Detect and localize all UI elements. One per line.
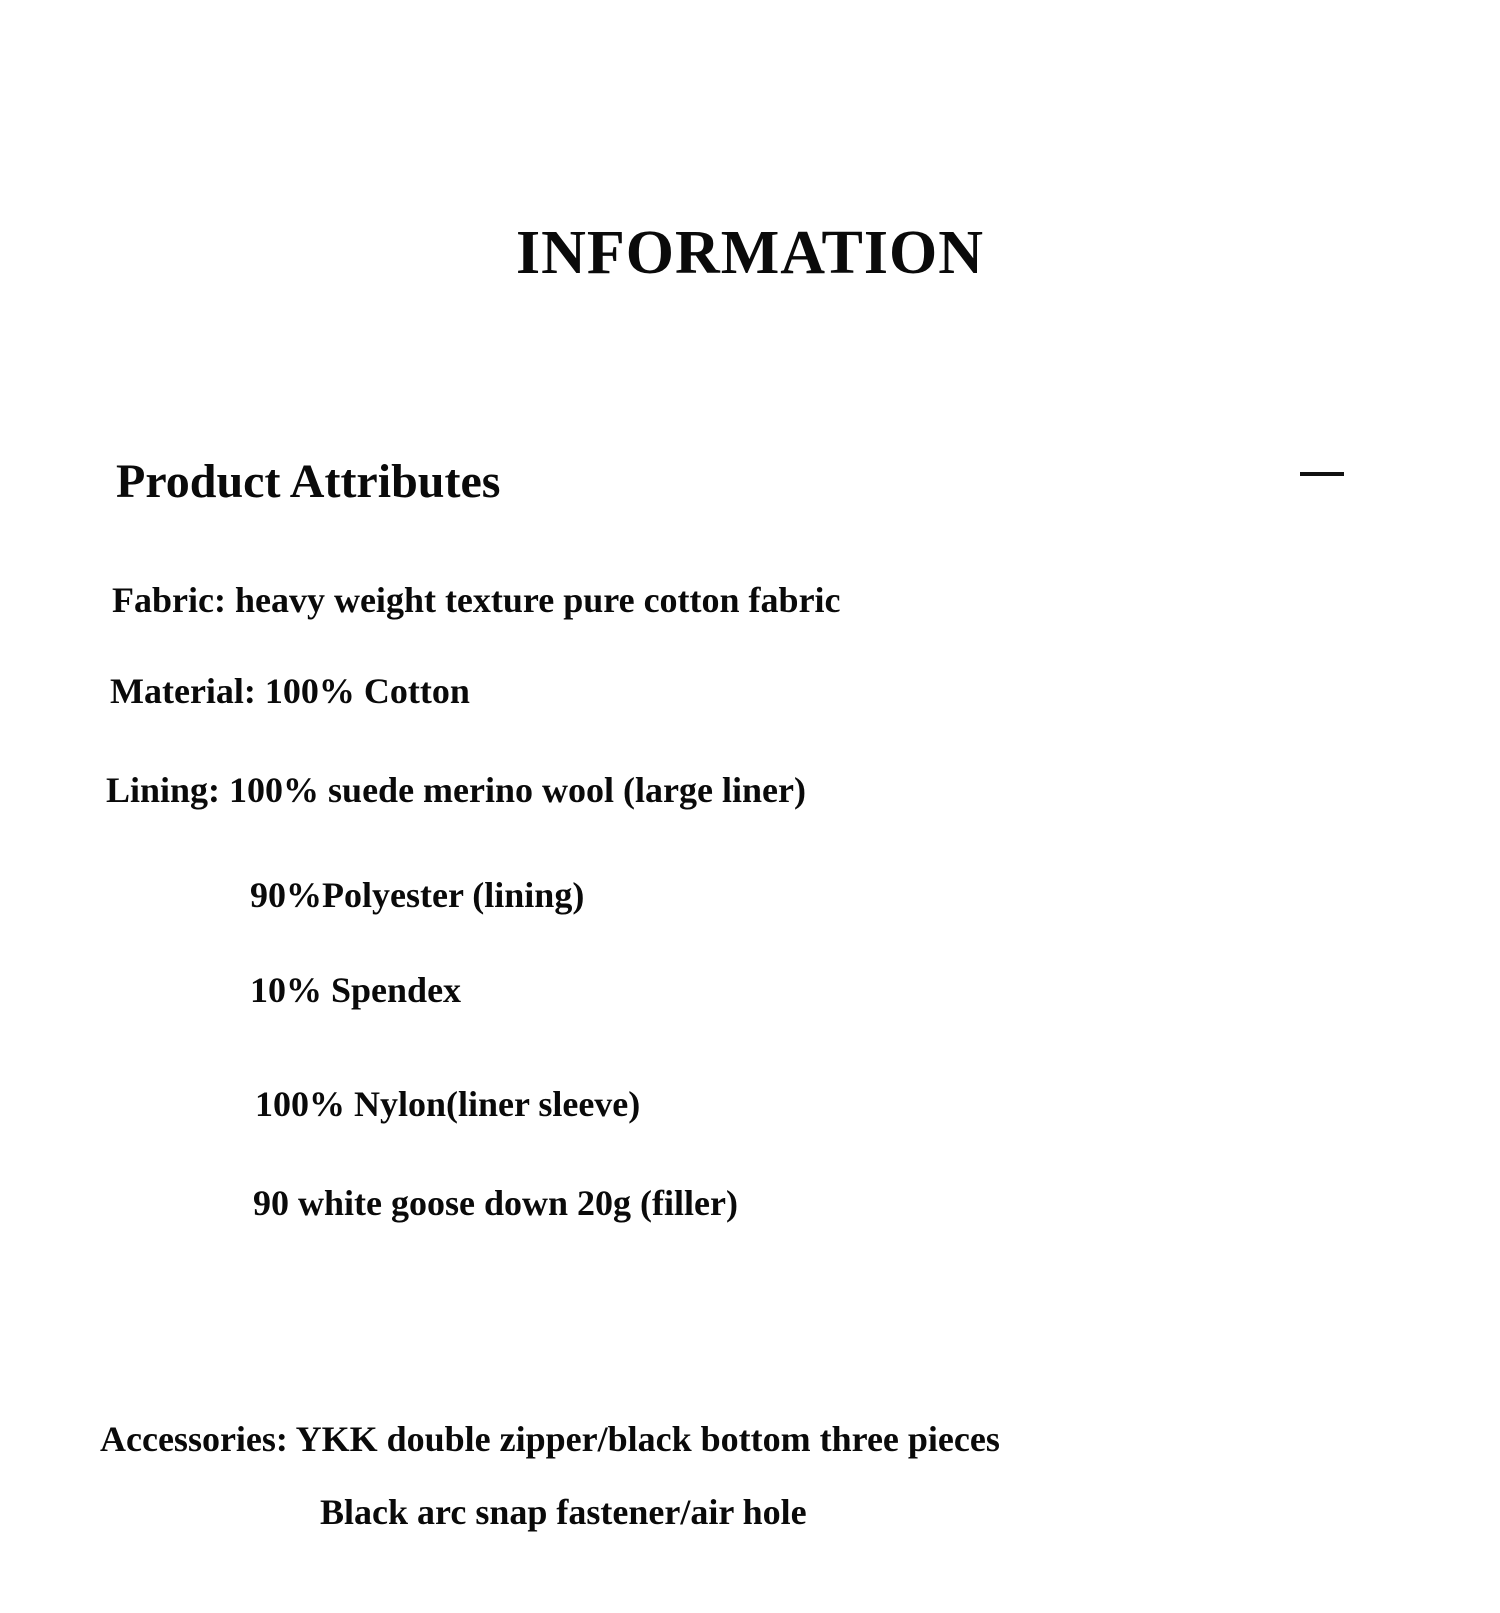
attribute-accessories: Accessories: YKK double zipper/black bottom three pieces <box>100 1419 1000 1459</box>
attribute-lining: Lining: 100% suede merino wool (large liner) <box>106 770 806 810</box>
attribute-material: Material: 100% Cotton <box>110 671 470 711</box>
attribute-filler: 90 white goose down 20g (filler) <box>253 1183 738 1223</box>
attribute-liner-sleeve: 100% Nylon(liner sleeve) <box>255 1084 641 1124</box>
attribute-fabric: Fabric: heavy weight texture pure cotton fabric <box>112 580 841 620</box>
attribute-accessories-snap: Black arc snap fastener/air hole <box>320 1492 807 1532</box>
section-title: Product Attributes <box>116 455 501 508</box>
minus-icon[interactable] <box>1300 472 1344 476</box>
page-title: INFORMATION <box>516 219 984 287</box>
attribute-lining-spandex: 10% Spendex <box>250 970 462 1010</box>
attribute-lining-polyester: 90%Polyester (lining) <box>250 875 585 915</box>
